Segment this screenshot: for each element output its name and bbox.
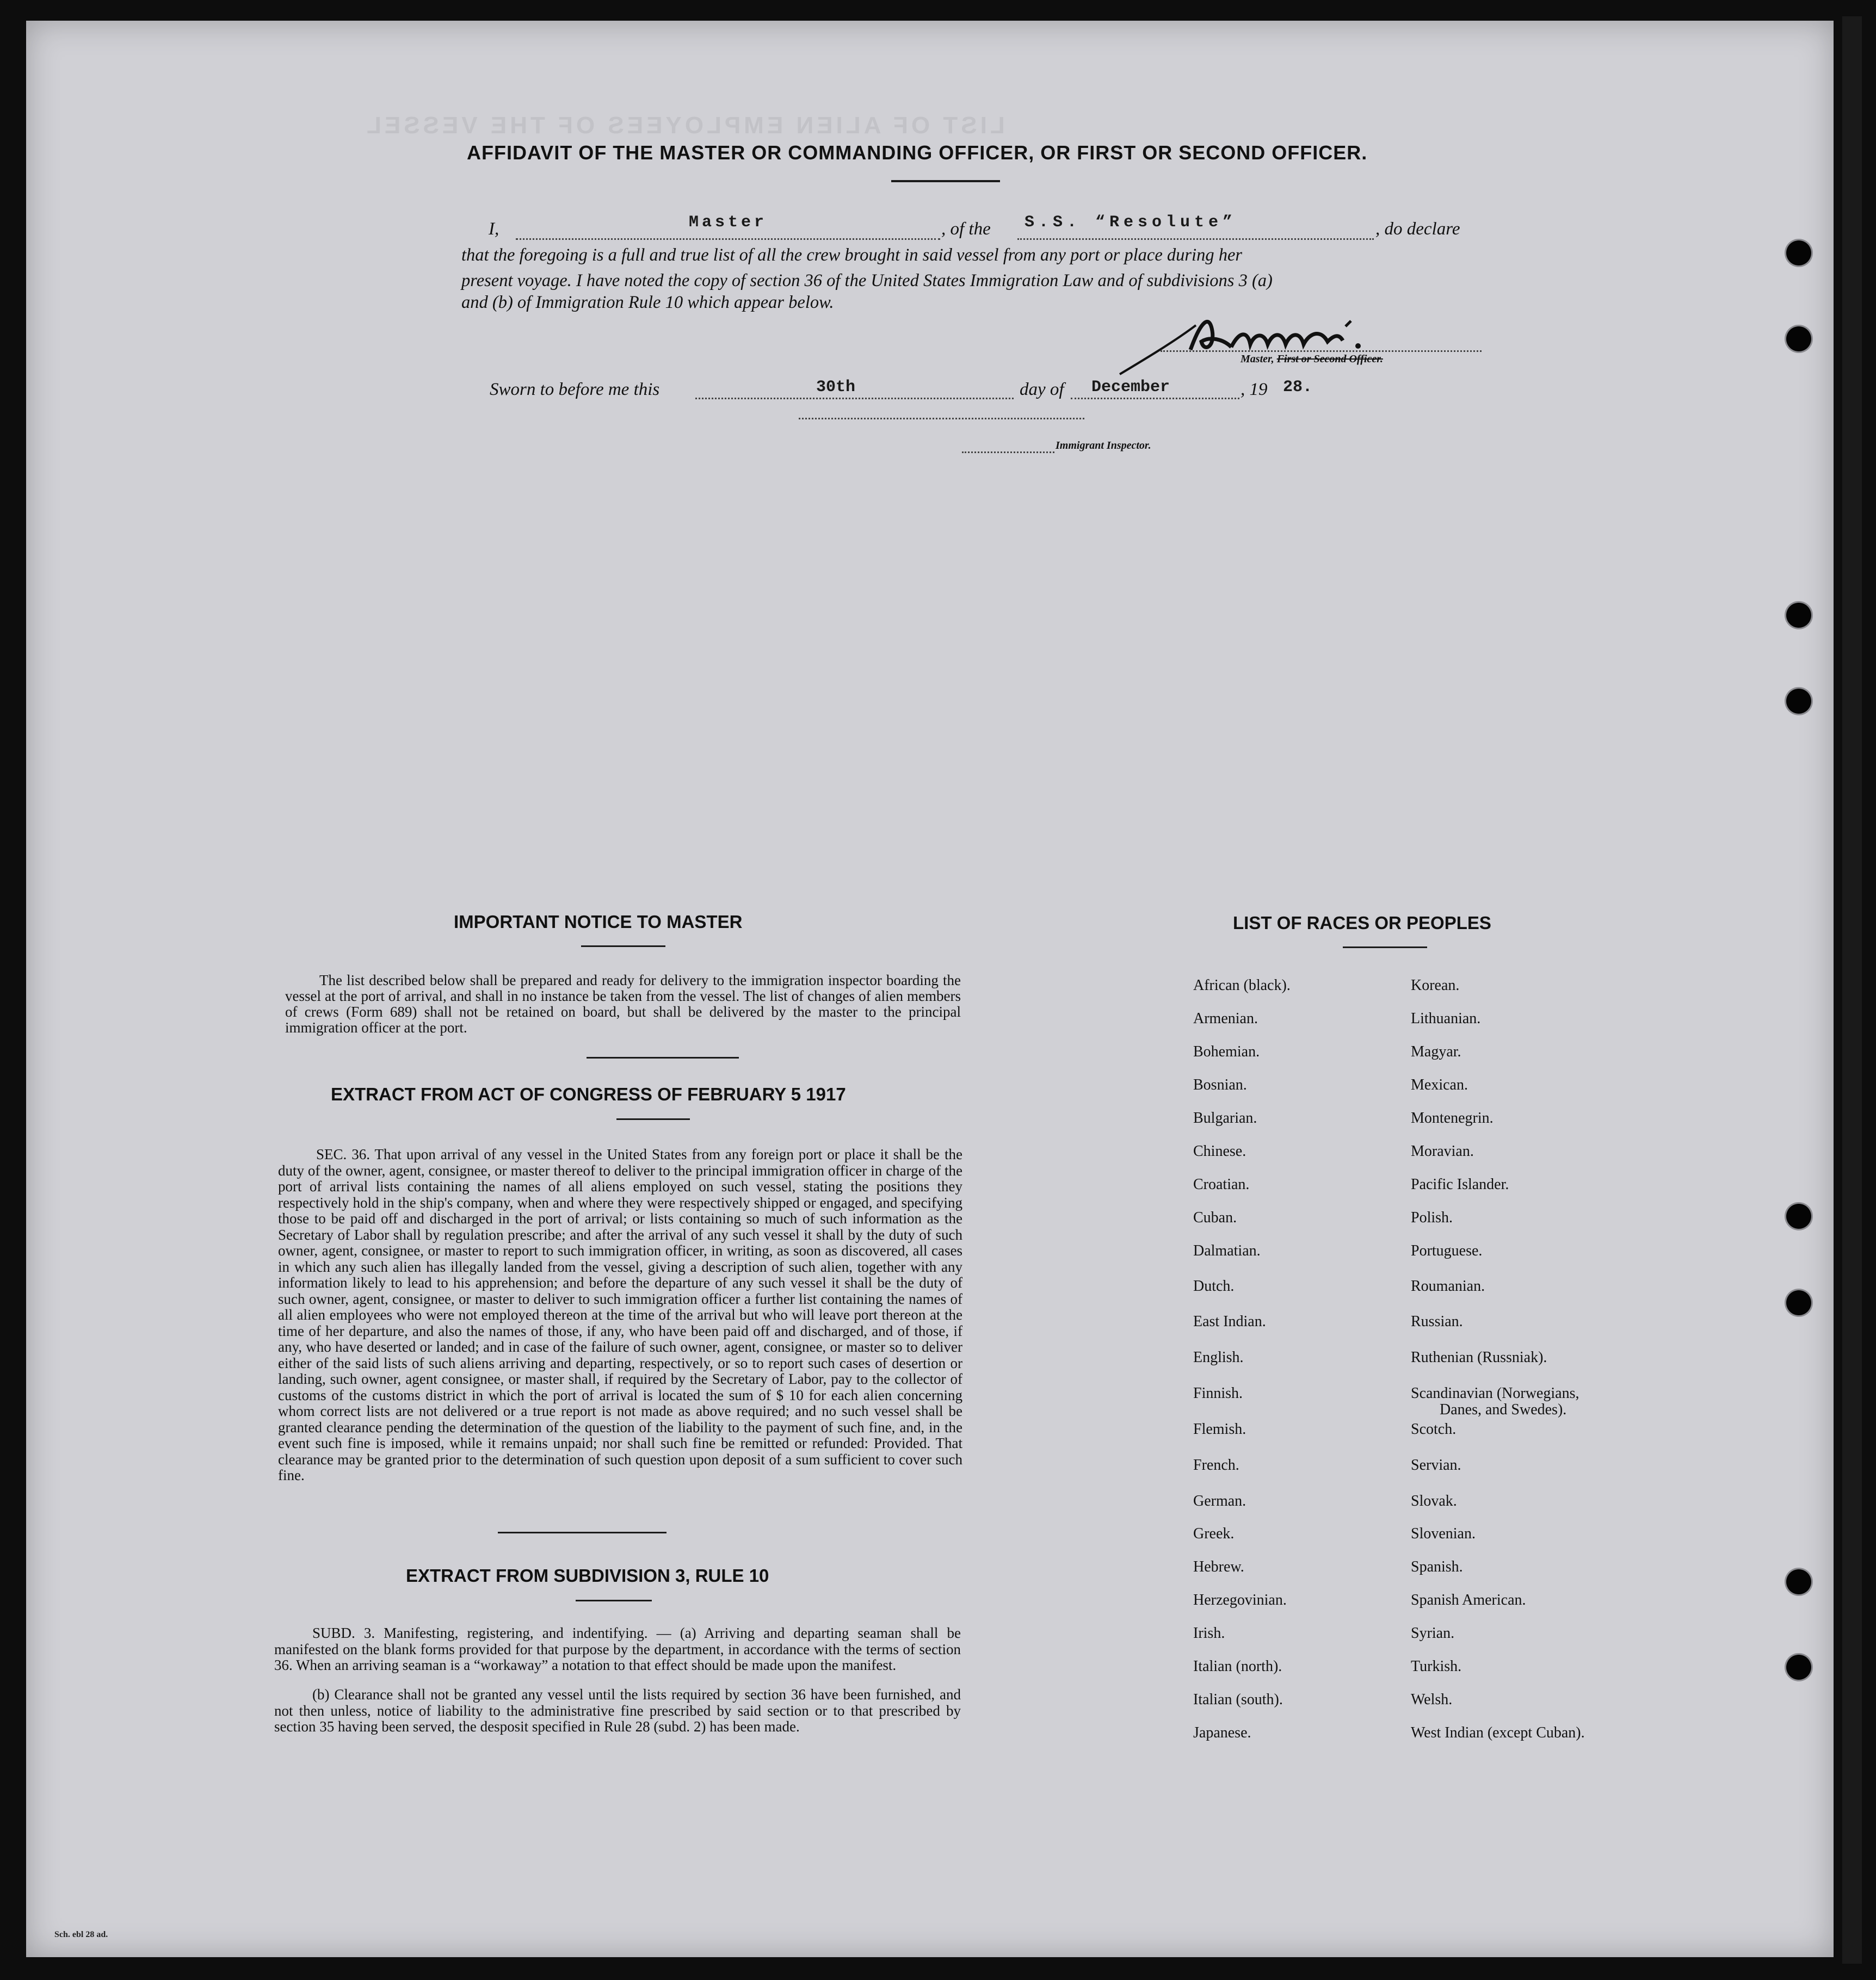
binding-edge — [1842, 16, 1862, 1964]
punch-hole-icon — [1786, 1569, 1811, 1594]
inspector-signature-line — [799, 418, 1084, 419]
affidavit-line-2: that the foregoing is a full and true list of all the crew brought in said vessel from any port or place during her — [461, 245, 1243, 265]
rule-title-rule — [576, 1600, 652, 1601]
race-item: Moravian. — [1411, 1143, 1474, 1160]
race-item: African (black). — [1193, 977, 1291, 994]
race-item: East Indian. — [1193, 1313, 1266, 1330]
race-item: Spanish. — [1411, 1558, 1463, 1575]
race-item: Welsh. — [1411, 1691, 1453, 1708]
race-item: Italian (north). — [1193, 1658, 1282, 1675]
form-code: Sch. ebl 28 ad. — [54, 1930, 108, 1939]
signature-caption — [1241, 353, 1383, 366]
race-item: Russian. — [1411, 1313, 1463, 1330]
race-item: French. — [1193, 1457, 1239, 1474]
race-item: Croatian. — [1193, 1176, 1250, 1193]
affidavit-line-3: present voyage. I have noted the copy of section 36 of the United States Immigration Law and of subdivisions 3 (a) — [461, 271, 1273, 290]
races-title-rule — [1343, 946, 1427, 948]
race-item: Italian (south). — [1193, 1691, 1283, 1708]
race-item: Irish. — [1193, 1625, 1225, 1642]
affidavit-line-4: and (b) of Immigration Rule 10 which appear below. — [461, 293, 834, 312]
act-section-36-body: SEC. 36. That upon arrival of any vessel in the United States from any foreign port or place it shall be the duty of the owner, agent, consignee, or master thereof to deliver to the principal immigration officer in charge of the port of arrival lists containing the names of all aliens employed on such vessel, stating the positions they respectively hold in the ship's company, when and where they were respectively shipped or engaged, and specifying those to be paid off and discharged in the port of arrival; or lists containing so much of such information as the Secretary of Labor shall by regulation prescribe; and after the arrival of any such vessel it shall by the duty of such owner, agent, consignee, or master to report to such immigration officer, in writing, as soon as discovered, all cases in which any such alien has illegally landed from the vessel, giving a description of such alien, together with any information likely to lead to his apprehension; and before the departure of any such vessel it shall be the duty of such owner, agent, consignee, or master to deliver to such immigration officer a further list containing the names of all alien employees who were not employed thereon at the time of the arrival but who will leave port thereon at the time of her departure, and also the names of those, if any, who have been paid off and discharged, and of those, if any, who have deserted or landed; and in case of the failure of such owner, agent, consignee, or master so to deliver either of the said lists of such aliens arriving and departing, respectively, or so to report such cases of desertion or landing, such owner, agent consignee, or master shall, if required by the Secretary of Labor, pay to the collector of customs of the customs district in which the port of arrival is located the sum of $ 10 for each alien concerning whom correct lists are not delivered or a true report is not made as above required; and no such vessel shall be granted clearance pending the determination of the question of the liability to the payment of such fine, and, in the event such fine is imposed, while it remains unpaid; nor shall such fine be remitted or refunded: Provided. That clearance may be granted prior to the determination of such question upon deposit of a sum sufficient to cover such fine. — [278, 1146, 962, 1483]
race-item: Spanish American. — [1411, 1592, 1526, 1608]
race-item: Portuguese. — [1411, 1242, 1483, 1259]
race-item: Polish. — [1411, 1209, 1453, 1226]
race-item: Montenegrin. — [1411, 1110, 1494, 1127]
race-item: Pacific Islander. — [1411, 1176, 1509, 1193]
act-end-rule — [498, 1532, 667, 1533]
race-item: Flemish. — [1193, 1421, 1246, 1438]
affidavit-title: AFFIDAVIT OF THE MASTER OR COMMANDING OFFICER, OR FIRST OR SECOND OFFICER. — [467, 141, 1368, 164]
race-item: Herzegovinian. — [1193, 1592, 1287, 1608]
punch-hole-icon — [1786, 603, 1811, 628]
master-name-field-line — [516, 238, 940, 240]
race-item: Ruthenian (Russniak). — [1411, 1349, 1547, 1366]
rule-para-a: SUBD. 3. Manifesting, registering, and indentifying. — (a) Arriving and departing seaman shall be manifested on the blank forms provided for that purpose by the department, in accordance with the terms of section 36. When an arriving seaman is a “workaway” a notation to that effect should be made upon the manifest. — [274, 1625, 961, 1673]
race-item: Cuban. — [1193, 1209, 1237, 1226]
sworn-day-field-line — [695, 398, 1014, 399]
race-item: Bulgarian. — [1193, 1110, 1257, 1127]
notice-title: IMPORTANT NOTICE TO MASTER — [454, 912, 743, 932]
act-title-rule — [616, 1118, 690, 1120]
race-item: Bohemian. — [1193, 1043, 1260, 1060]
race-item: Slovak. — [1411, 1493, 1457, 1509]
race-item: Korean. — [1411, 977, 1460, 994]
master-signature — [1114, 298, 1441, 385]
act-title: EXTRACT FROM ACT OF CONGRESS OF FEBRUARY 5 1917 — [331, 1084, 846, 1104]
race-item: Dutch. — [1193, 1278, 1235, 1295]
race-item: Scotch. — [1411, 1421, 1457, 1438]
race-item: Slovenian. — [1411, 1525, 1476, 1542]
race-item: Hebrew. — [1193, 1558, 1244, 1575]
signature-caption-master: Master, — [1241, 353, 1274, 365]
race-item: West Indian (except Cuban). — [1411, 1724, 1585, 1741]
sworn-year-field[interactable]: 28. — [1283, 378, 1313, 397]
race-item: Servian. — [1411, 1457, 1461, 1474]
document-sheet — [26, 21, 1834, 1957]
sworn-month-field-line — [1071, 398, 1239, 399]
notice-title-rule — [581, 945, 665, 947]
race-item: Magyar. — [1411, 1043, 1461, 1060]
affidavit-i-prefix: I, — [489, 219, 499, 239]
race-item: Dalmatian. — [1193, 1242, 1261, 1259]
year-prefix: , 19 — [1241, 380, 1268, 399]
of-the-label: , of the — [941, 219, 991, 239]
punch-hole-icon — [1786, 240, 1811, 265]
race-item: Armenian. — [1193, 1010, 1258, 1027]
race-item: Finnish. — [1193, 1385, 1243, 1402]
inspector-caption: Immigrant Inspector. — [1056, 440, 1151, 451]
sworn-month-field[interactable]: December — [1091, 378, 1170, 397]
notice-end-rule — [587, 1057, 739, 1059]
race-item: Turkish. — [1411, 1658, 1462, 1675]
punch-hole-icon — [1786, 1290, 1811, 1315]
sworn-day-field[interactable]: 30th — [816, 378, 856, 397]
punch-hole-icon — [1786, 1655, 1811, 1680]
race-item: Syrian. — [1411, 1625, 1455, 1642]
race-item: Greek. — [1193, 1525, 1235, 1542]
bleed-through-decoration: LIST OF ALIEN EMPLOYEES OF THE VESSEL — [363, 112, 1005, 139]
punch-hole-icon — [1786, 326, 1811, 351]
race-item: English. — [1193, 1349, 1244, 1366]
rule-para-b: (b) Clearance shall not be granted any vessel until the lists required by section 36 have been furnished, and not then unless, notice of liability to the administrative fine prescribed by said section or to that prescribed by section 35 having been served, the desposit specified in Rule 28 (subd. 2) has been made. — [274, 1686, 961, 1735]
inspector-caption-line — [962, 451, 1054, 453]
vessel-name-field[interactable]: S.S. “Resolute” — [1025, 213, 1237, 232]
races-title: LIST OF RACES OR PEOPLES — [1233, 913, 1491, 933]
race-item: Roumanian. — [1411, 1278, 1485, 1295]
race-item: German. — [1193, 1493, 1246, 1509]
affidavit-title-rule — [891, 180, 1000, 182]
rule-title: EXTRACT FROM SUBDIVISION 3, RULE 10 — [406, 1566, 769, 1586]
punch-hole-icon — [1786, 689, 1811, 714]
race-item: Japanese. — [1193, 1724, 1251, 1741]
day-of-label: day of — [1020, 380, 1064, 399]
do-declare-label: , do declare — [1375, 219, 1460, 239]
race-item-continuation: Danes, and Swedes). — [1440, 1401, 1567, 1418]
notice-body: The list described below shall be prepared and ready for delivery to the immigration inspector boarding the vessel at the port of arrival, and shall in no instance be taken from the vessel. The list of changes of alien members of crews (Form 689) shall not be retained on board, but shall be delivered by the master to the principal immigration officer at the port. — [285, 972, 961, 1036]
vessel-name-field-line — [1017, 238, 1374, 240]
master-name-field[interactable]: Master — [689, 213, 768, 232]
sworn-prefix: Sworn to before me this — [490, 380, 660, 399]
signature-line — [1161, 350, 1482, 352]
race-item: Bosnian. — [1193, 1076, 1247, 1093]
race-item: Chinese. — [1193, 1143, 1246, 1160]
punch-hole-icon — [1786, 1204, 1811, 1229]
race-item: Mexican. — [1411, 1076, 1468, 1093]
signature-caption-struck-officer: First or Second Officer. — [1276, 353, 1383, 365]
race-item: Scandinavian (Norwegians, — [1411, 1385, 1579, 1402]
race-item: Lithuanian. — [1411, 1010, 1481, 1027]
